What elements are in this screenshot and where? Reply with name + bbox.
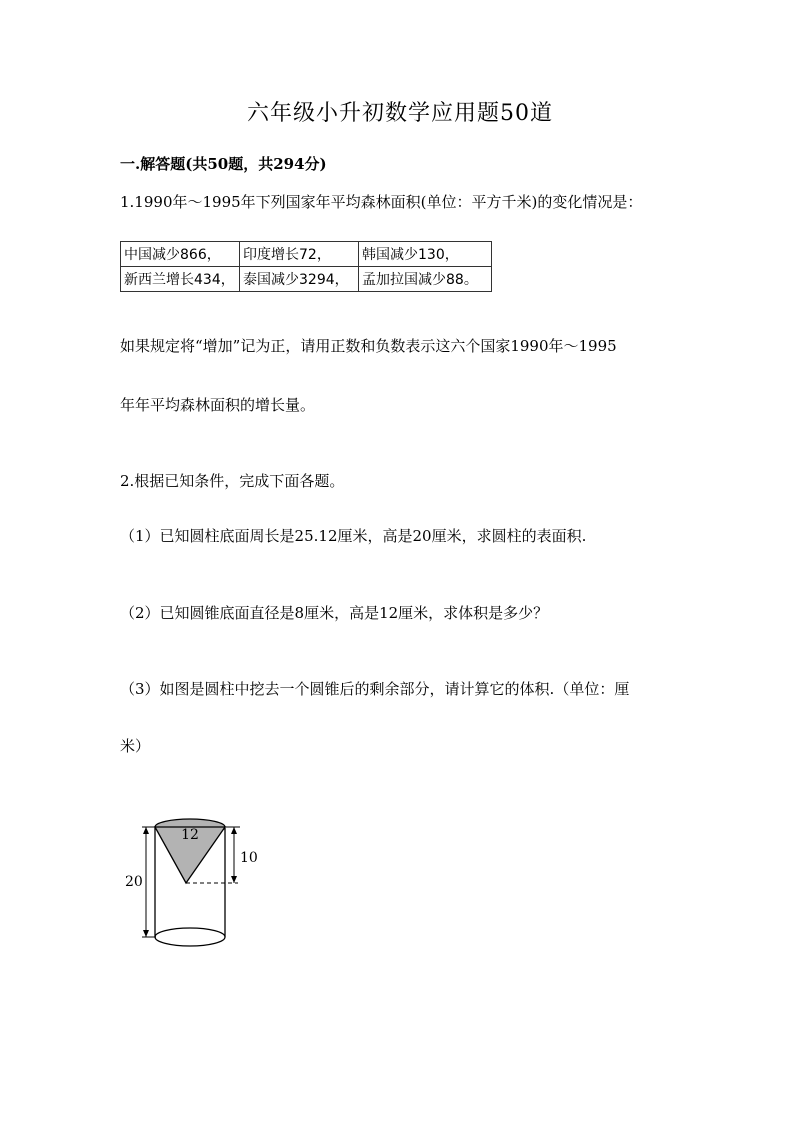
dimension-arrow <box>231 827 237 834</box>
question-2-stem: 2.根据已知条件，完成下面各题。 <box>120 472 345 490</box>
table-row <box>121 267 492 292</box>
forest-change-table <box>120 241 492 292</box>
table-cell: 泰国减少3294， <box>240 267 359 292</box>
question-1-line-1: 如果规定将“增加”记为正，请用正数和负数表示这六个国家1990年～1995 <box>120 337 617 355</box>
section-heading: 一.解答题(共50题，共294分) <box>120 155 327 173</box>
dimension-arrow <box>231 876 237 883</box>
dimension-arrow <box>143 827 149 834</box>
question-2-sub-3-line-2: 米） <box>120 737 151 755</box>
cylinder-height-label: 20 <box>125 874 143 890</box>
page-title: 六年级小升初数学应用题50道 <box>247 101 553 126</box>
diameter-label: 12 <box>181 827 199 843</box>
table-cell: 印度增长72， <box>240 242 359 267</box>
table-cell: 孟加拉国减少88。 <box>359 267 492 292</box>
question-1-line-2: 年年平均森林面积的增长量。 <box>120 396 316 414</box>
question-2-sub-1: （1）已知圆柱底面周长是25.12厘米，高是20厘米，求圆柱的表面积. <box>120 527 587 545</box>
dimension-arrow <box>143 930 149 937</box>
cylinder-bottom-ellipse <box>155 928 225 946</box>
question-2-sub-3-line-1: （3）如图是圆柱中挖去一个圆锥后的剩余部分，请计算它的体积.（单位：厘 <box>120 680 630 698</box>
cone-height-label: 10 <box>240 850 258 866</box>
question-2-sub-2: （2）已知圆锥底面直径是8厘米，高是12厘米，求体积是多少？ <box>120 604 549 622</box>
table-cell: 中国减少866， <box>121 242 240 267</box>
table-cell: 韩国减少130， <box>359 242 492 267</box>
table-cell: 新西兰增长434， <box>121 267 240 292</box>
table-row <box>121 242 492 267</box>
question-1-stem: 1.1990年～1995年下列国家年平均森林面积(单位：平方千米)的变化情况是： <box>120 193 643 211</box>
cylinder-cone-figure <box>110 805 270 955</box>
